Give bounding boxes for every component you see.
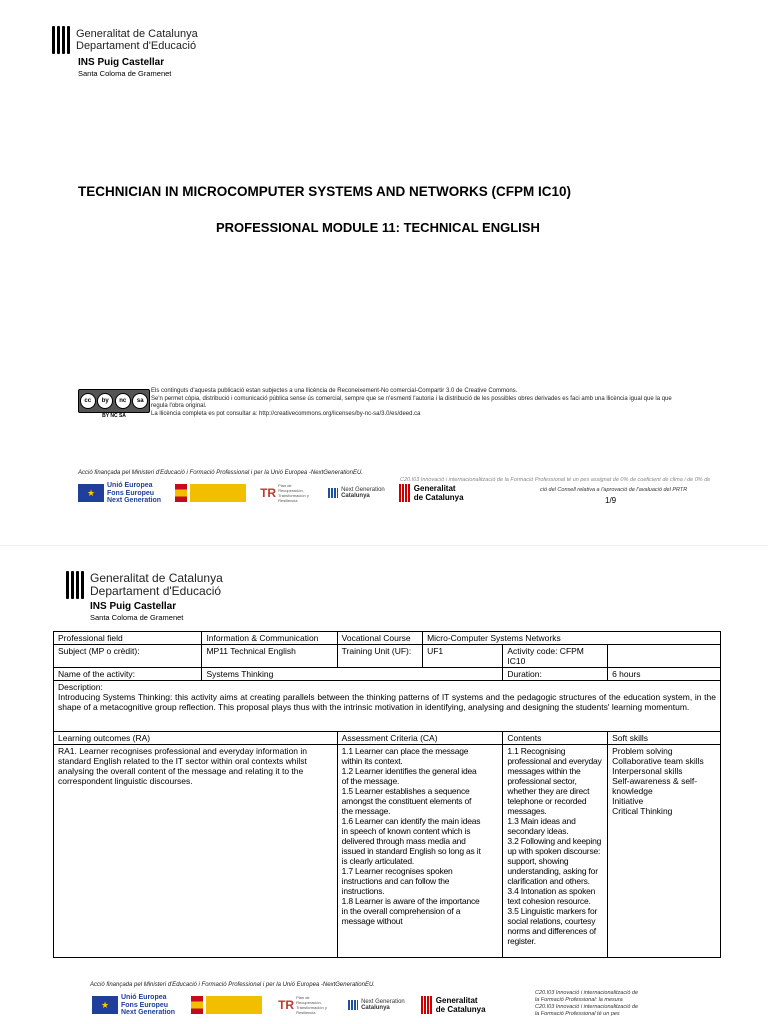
cc-license-badge xyxy=(78,389,150,419)
cc-icon: cc xyxy=(80,393,96,409)
page-number: 1/9 xyxy=(605,496,617,505)
gencat-emblem-icon xyxy=(399,484,411,502)
funding-logos xyxy=(92,994,486,1017)
soft-skill-item: Problem solving xyxy=(612,746,673,756)
professional-field-value: Information & Communication xyxy=(202,632,337,645)
license-line: Els continguts d'aquesta publicació estan subjectes a una llicència de Reconeixement-No comercial-Compartir 3.0 de Creative Commons. xyxy=(151,388,518,394)
subject-label: Subject (MP o crèdit): xyxy=(54,645,202,668)
license-line: La llicència completa es pot consultar a: http://creativecommons.org/licenses/by-nc-sa/3.0/es/deed.ca xyxy=(151,410,421,417)
recovery-plan-logo: TR Plan de Recuperación, Transformación y Resiliencia xyxy=(278,995,332,1015)
table-header-row xyxy=(54,732,721,745)
generalitat-catalunya-logo xyxy=(399,484,464,502)
vocational-course-value: Micro-Computer Systems Networks xyxy=(423,632,721,645)
content-item: 1.1 Recognising professional and everyday messages within the professional sector, whether they are direct telephone or recorded messages. xyxy=(507,746,602,816)
school-location: Santa Coloma de Gramenet xyxy=(90,613,184,622)
table-row xyxy=(54,681,721,732)
note-line: C20.I03 Innovació i internacionalització de xyxy=(535,990,639,996)
department-name: Departament d'Educació xyxy=(76,40,197,52)
table-row xyxy=(54,745,721,958)
criterion-item: 1.8 Learner is aware of the importance in the overall comprehension of a message without xyxy=(341,896,480,926)
soft-skill-item: Collaborative team skills xyxy=(612,756,704,766)
recovery-plan-logo: TR Plan de Recuperación, Transformación y Resiliencia xyxy=(260,483,314,503)
eu-line: Fons Europeu xyxy=(121,1001,169,1009)
document-title: TECHNICIAN IN MICROCOMPUTER SYSTEMS AND NETWORKS (CFPM IC10) xyxy=(78,184,572,199)
description-cell xyxy=(54,681,721,732)
learning-outcome-ra1: RA1. Learner recognises professional and everyday information in standard English related to the IT sector within oral contexts whilst analysing the overall content of the message and relating it to the correspondent linguistic discourses. xyxy=(54,745,338,958)
subject-value: MP11 Technical English xyxy=(202,645,337,668)
table-row xyxy=(54,645,721,668)
professional-field-label: Professional field xyxy=(54,632,202,645)
assessment-criteria-list xyxy=(337,745,503,958)
duration-label: Duration: xyxy=(503,668,608,681)
criterion-item: 1.1 Learner can place the message within its context. xyxy=(341,746,469,766)
ng-grid-icon xyxy=(328,488,338,498)
measure-note xyxy=(535,990,695,1018)
gencat-emblem-icon xyxy=(52,26,70,54)
ng-line: Catalunya xyxy=(341,493,370,500)
training-unit-label: Training Unit (UF): xyxy=(337,645,422,668)
eu-logo xyxy=(92,994,175,1017)
funding-note: Acció finançada pel Ministeri d'Educació i Formació Professional i per la Unió Europea -NextGenerationEU. xyxy=(78,470,363,476)
ng-grid-icon xyxy=(348,1000,358,1010)
soft-skill-item: Initiative xyxy=(612,796,644,806)
funding-note: Acció finançada pel Ministeri d'Educació i Formació Professional i per la Unió Europea -NextGenerationEU. xyxy=(90,982,375,988)
funding-note-detail-2: ció del Consell relativa a l'aprovació de l'avaluació del PRTR xyxy=(540,487,688,493)
ng-line: Next Generation xyxy=(341,487,385,494)
note-line: C20.I03 Innovació i internacionalització de xyxy=(535,1004,639,1010)
gencat-logo xyxy=(52,26,198,54)
note-line: la Formació Professional té un pes xyxy=(535,1011,620,1017)
gc-line: de Catalunya xyxy=(435,1005,486,1015)
eu-line: Unió Europea xyxy=(107,482,153,489)
generalitat-catalunya-logo xyxy=(421,996,486,1014)
eu-flag-icon: ★ xyxy=(78,484,104,502)
content-item: 3.2 Following and keeping up with spoken discourse: support, showing understanding, asking for clarification and others. xyxy=(507,836,602,886)
note-line: la Formació Professional: la mesura xyxy=(535,997,623,1003)
contents-header: Contents xyxy=(503,732,608,745)
recovery-plan-text: Plan de Recuperación, Transformación y Resiliencia xyxy=(296,995,327,1016)
license-line: regula l'obra original. xyxy=(151,403,207,409)
eu-logo xyxy=(78,482,161,505)
activity-name-label: Name of the activity: xyxy=(54,668,202,681)
eu-line: Fons Europeu xyxy=(107,489,155,497)
activity-code-value xyxy=(608,645,721,668)
vocational-course-label: Vocational Course xyxy=(337,632,422,645)
content-item: 3.4 Intonation as spoken text cohesion resource. xyxy=(507,886,596,906)
soft-skill-item: Critical Thinking xyxy=(612,806,673,816)
content-item: 1.3 Main ideas and secondary ideas. xyxy=(507,816,576,836)
sa-icon: sa xyxy=(132,393,148,409)
table-row xyxy=(54,668,721,681)
org-name: Generalitat de Catalunya xyxy=(76,28,198,40)
funding-logos xyxy=(78,482,464,505)
criterion-item: 1.2 Learner identifies the general idea of the message. xyxy=(341,766,477,786)
school-name: INS Puig Castellar xyxy=(90,601,177,612)
module-title: PROFESSIONAL MODULE 11: TECHNICAL ENGLISH xyxy=(216,220,540,235)
soft-skill-item: Self-awareness & self-knowledge xyxy=(612,776,698,796)
spain-government-logo xyxy=(191,996,262,1014)
gc-line: de Catalunya xyxy=(413,493,464,503)
criterion-item: 1.6 Learner can identify the main ideas in speech of known content which is delivered through mass media and issued in standard English so long as it is clearly articulated. xyxy=(341,816,481,866)
next-generation-catalunya-logo xyxy=(348,999,405,1011)
spain-shield-icon xyxy=(191,996,203,1014)
content-item: 3.5 Linguistic markers for social relations, courtesy norms and differences of register. xyxy=(507,906,598,946)
eu-flag-icon: ★ xyxy=(92,996,118,1014)
criterion-item: 1.7 Learner recognises spoken instructions and can follow the instructions. xyxy=(341,866,453,896)
soft-skill-item: Interpersonal skills xyxy=(612,766,683,776)
description-text: Introducing Systems Thinking: this activity aims at creating parallels between the thinking patterns of IT systems and the pedagogic structures of the education system, in the shape of a metacognitive group reflection. This proposal plays thus with the intrinsic motivation in identifying, analysing and designing the students' learning momentum. xyxy=(58,692,716,712)
eu-line: Unió Europea xyxy=(121,994,167,1001)
license-text xyxy=(151,388,711,418)
nc-icon: nc xyxy=(115,393,131,409)
activity-table xyxy=(53,631,721,958)
activity-name-value: Systems Thinking xyxy=(202,668,503,681)
next-generation-catalunya-logo xyxy=(328,487,385,499)
contents-list xyxy=(503,745,608,958)
gencat-logo xyxy=(66,571,223,599)
gencat-emblem-icon xyxy=(66,571,84,599)
table-row xyxy=(54,632,721,645)
school-name: INS Puig Castellar xyxy=(78,57,165,68)
description-label: Description: xyxy=(58,682,103,692)
eu-line: Next Generation xyxy=(107,497,162,504)
recovery-plan-text: Plan de Recuperación, Transformación y Resiliencia xyxy=(278,483,309,504)
gc-line: Generalitat xyxy=(435,996,478,1006)
assessment-criteria-header: Assessment Criteria (CA) xyxy=(337,732,503,745)
soft-skills-header: Soft skills xyxy=(608,732,721,745)
spain-shield-icon xyxy=(175,484,187,502)
duration-value: 6 hours xyxy=(608,668,721,681)
funding-note-detail: C20.I03 Innovació i internacionalització de la Formació Professional té un pes assignat de 0% de coeficient de clima i de 0% de xyxy=(400,477,711,483)
eu-line: Next Generation xyxy=(121,1009,176,1016)
soft-skills-list xyxy=(608,745,721,958)
spain-government-logo xyxy=(175,484,246,502)
by-icon: by xyxy=(97,393,113,409)
learning-outcomes-header: Learning outcomes (RA) xyxy=(54,732,338,745)
gencat-emblem-icon xyxy=(421,996,433,1014)
cc-badge-label: BY NC SA xyxy=(102,413,126,419)
ng-line: Next Generation xyxy=(361,999,405,1006)
ng-line: Catalunya xyxy=(361,1005,390,1012)
gc-line: Generalitat xyxy=(413,484,456,494)
school-location: Santa Coloma de Gramenet xyxy=(78,69,172,78)
activity-code: Activity code: CFPM IC10 xyxy=(503,645,608,668)
department-name: Departament d'Educació xyxy=(90,584,222,598)
org-name: Generalitat de Catalunya xyxy=(90,571,223,585)
page-divider xyxy=(0,545,768,546)
training-unit-value: UF1 xyxy=(423,645,503,668)
license-line: Se'n permet còpia, distribució i comunicació pública sense ús comercial, sempre que se n'esmenti l'autoria i la distribució de les possibles obres derivades es faci amb una llicència igual que la que xyxy=(151,395,672,402)
criterion-item: 1.5 Learner establishes a sequence amongst the constituent elements of the message. xyxy=(341,786,472,816)
